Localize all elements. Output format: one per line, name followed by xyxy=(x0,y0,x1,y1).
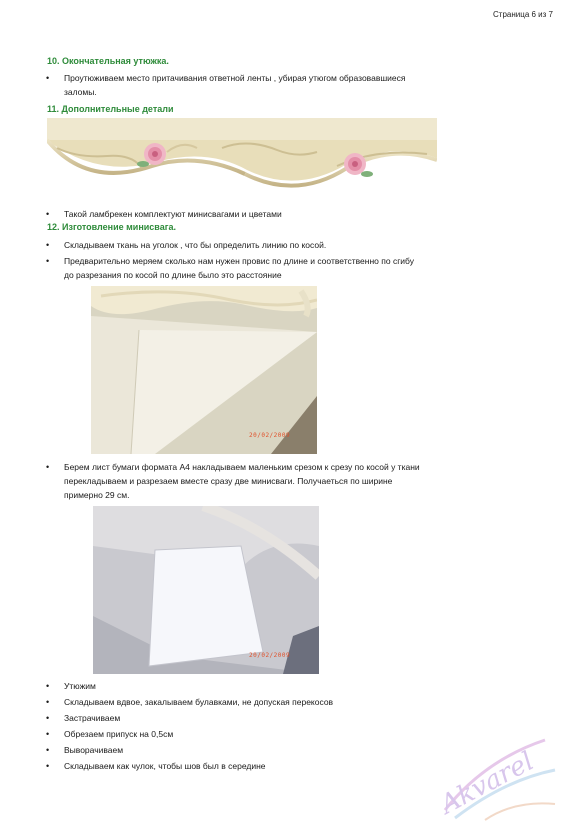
bullet-icon: • xyxy=(46,681,50,691)
photo-fabric-fold xyxy=(91,286,317,454)
photo-date-stamp: 20/02/2009 xyxy=(249,652,291,659)
bullet-icon: • xyxy=(46,729,50,739)
bullet-icon: • xyxy=(46,745,50,755)
list-item: • Застрачиваем xyxy=(46,713,121,723)
bullet-icon: • xyxy=(46,209,50,219)
list-item: • Выворачиваем xyxy=(46,745,124,755)
photo-paper-on-fabric xyxy=(93,506,319,674)
list-item: • Складываем ткань на уголок , что бы определить линию по косой. xyxy=(46,240,327,250)
akvarel-watermark-logo xyxy=(425,720,565,830)
bullet-icon: • xyxy=(46,761,50,771)
bullet-icon: • xyxy=(46,713,50,723)
paper-drawing xyxy=(93,506,319,674)
list-item: • Предварительно меряем сколько нам нужен провис по длине и соответственно по сгибу до разрезания по косой по длине было это расстояние xyxy=(46,256,414,280)
valance-illustration xyxy=(47,118,437,202)
fabric-drawing xyxy=(91,286,317,454)
section-heading-10: 10. Окончательная утюжка. xyxy=(47,56,169,66)
bullet-icon: • xyxy=(46,256,50,266)
section-heading-12: 12. Изготовление минисвага. xyxy=(47,222,176,232)
watermark-text: Akvarel xyxy=(435,746,539,821)
bullet-icon: • xyxy=(46,697,50,707)
page-number: Страница 6 из 7 xyxy=(493,10,553,19)
list-item: • Складываем вдвое, закалываем булавками, не допуская перекосов xyxy=(46,697,334,707)
photo-date-stamp: 20/02/2009 xyxy=(249,432,291,439)
list-item: • Утюжим xyxy=(46,681,96,691)
bullet-icon: • xyxy=(46,240,50,250)
list-item: • Такой ламбрекен комплектуют минисвагами и цветами xyxy=(46,209,282,219)
bullet-icon: • xyxy=(46,462,50,472)
list-item: • Берем лист бумаги формата А4 накладываем маленьким срезом к срезу по косой у ткани перекладываем и разрезаем вместе сразу две минисваги. Получаеться по ширине примерно 29 см. xyxy=(46,462,420,500)
list-item: • Складываем как чулок, чтобы шов был в середине xyxy=(46,761,266,771)
bullet-icon: • xyxy=(46,73,50,83)
section-heading-11: 11. Дополнительные детали xyxy=(47,104,174,114)
list-item: • Обрезаем припуск на 0,5см xyxy=(46,729,174,739)
list-item: • Проутюживаем место притачивания ответной ленты , убирая утюгом образовавшиеся заломы. xyxy=(46,73,406,97)
